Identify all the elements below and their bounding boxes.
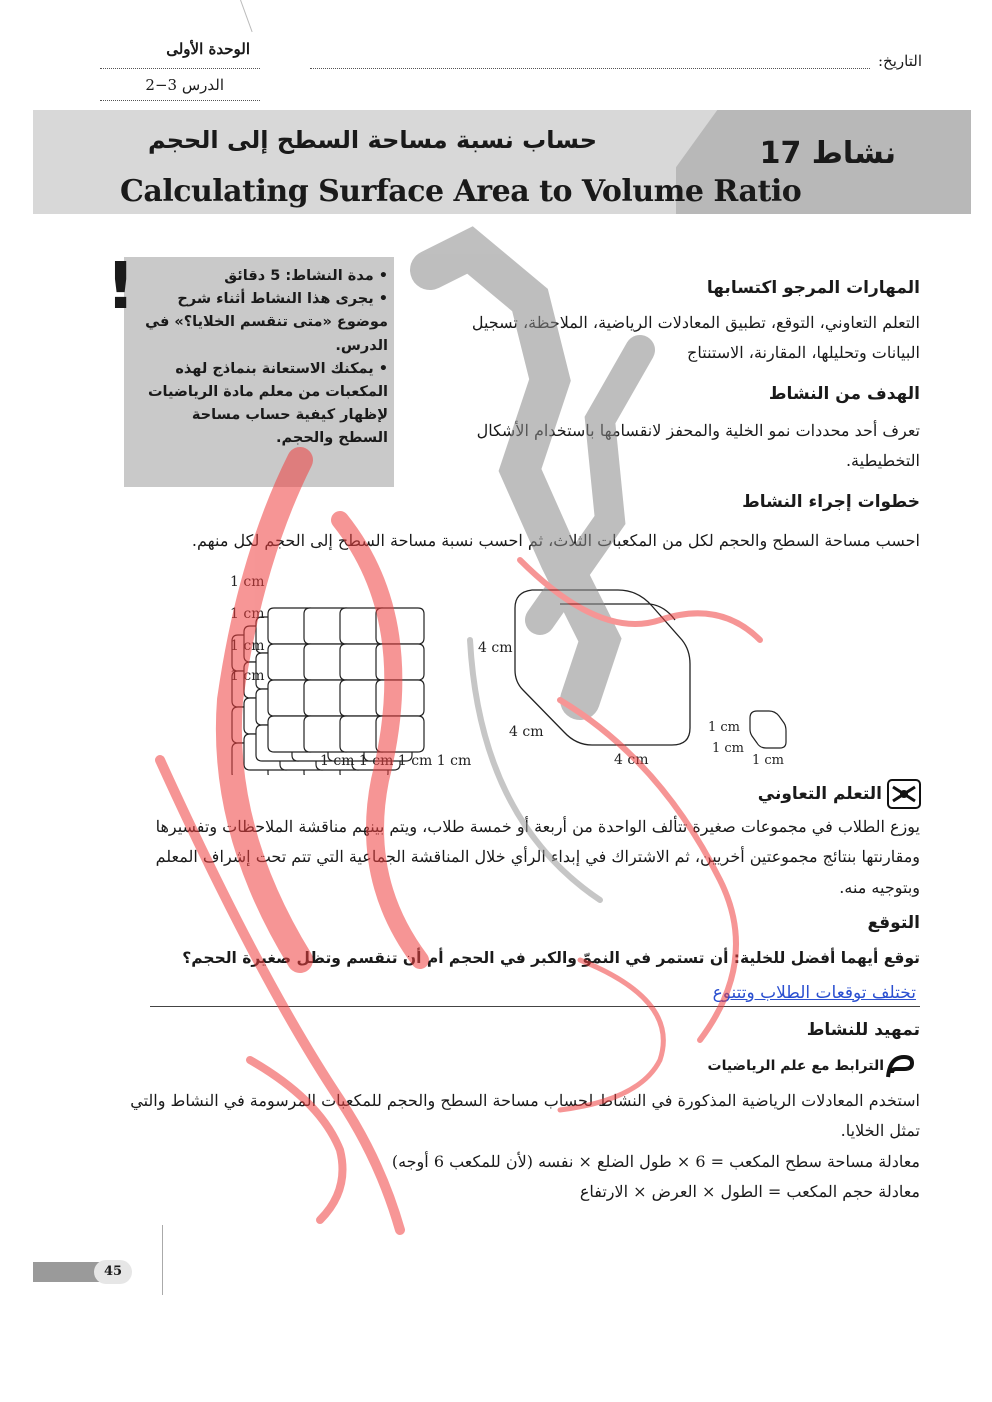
dotted-line <box>100 68 260 69</box>
cooperative-learning-text: يوزع الطلاب في مجموعات صغيرة تتألف الواحدة من أربعة أو خمسة طلاب، ويتم بينهم مناقشة الملاحظات وتفسيرها ومقارنتها بنتائج مجموعتين أخريين، ثم الاشتراك في إبداء الرأي خلال المناقشة الجماعية التي تتم تحت إشراف المعلم وبتوجيه منه. <box>155 817 920 897</box>
lesson-number: الدرس 3−2 <box>145 76 224 94</box>
cube-label: 1 cm <box>752 753 785 768</box>
prediction-answer: تختلف توقعات الطلاب وتتنوع <box>712 983 916 1003</box>
math-link-heading: الترابط مع علم الرياضيات <box>707 1058 884 1074</box>
cube-label: 1 cm <box>230 574 265 590</box>
answer-line <box>150 1006 920 1007</box>
unit-cube <box>376 644 424 680</box>
steps-text: احسب مساحة السطح والحجم لكل من المكعبات الثلاث، ثم احسب نسبة مساحة السطح إلى الحجم لكل منهم. <box>191 531 920 550</box>
small-cube-1cm <box>750 711 786 748</box>
cube-label: 1 cm <box>230 668 265 684</box>
dotted-line <box>100 100 260 101</box>
teacher-note <box>138 265 388 451</box>
exclamation-icon: ! <box>106 250 136 324</box>
volume-formula: معادلة حجم المكعب = الطول × العرض × الارتفاع <box>579 1182 920 1202</box>
date-dotted-line <box>310 68 870 69</box>
prediction-question: توقع أيهما أفضل للخلية: أن تستمر في النموّ والكبر في الحجم أم أن تنقسم وتظل صغيرة الحجم؟ <box>182 949 920 967</box>
page-title-english: Calculating Surface Area to Volume Ratio <box>120 174 802 209</box>
unit-cube <box>376 680 424 716</box>
footer-divider <box>162 1225 163 1295</box>
cube-label: 1 cm <box>712 741 745 756</box>
cooperative-learning-icon <box>887 779 921 809</box>
large-cube-4x4 <box>232 608 424 775</box>
cube-label: 4 cm <box>614 752 649 768</box>
math-link-icon <box>886 1053 914 1079</box>
cubes-figure <box>220 560 800 775</box>
surface-area-formula: معادلة مساحة سطح المكعب = 6 × طول الضلع × نفسه (لأن للمكعب 6 أوجه) <box>391 1151 920 1171</box>
prediction-heading: التوقع <box>867 913 920 933</box>
cooperative-learning-heading: التعلم التعاوني <box>757 784 882 804</box>
math-line: استخدم المعادلات الرياضية المذكورة في النشاط لحساب مساحة السطح والحجم للمكعبات المرسومة في النشاط والتي تمثل الخلايا. <box>130 1091 920 1141</box>
unit-cube <box>376 608 424 644</box>
note-line: • يجرى هذا النشاط أثناء شرح موضوع «متى تنقسم الخلايا؟» في الدرس. <box>145 291 388 354</box>
cube-label: 1 cm <box>230 606 265 622</box>
goal-heading: الهدف من النشاط <box>768 384 920 404</box>
cube-label: 1 cm 1 cm 1 cm 1 cm <box>320 753 472 769</box>
math-link-text <box>130 1086 920 1208</box>
steps-heading: خطوات إجراء النشاط <box>742 492 920 512</box>
cube-label: 1 cm <box>230 638 265 654</box>
medium-cube-4cm <box>515 590 690 745</box>
note-line: • يمكنك الاستعانة بنماذج لهذه المكعبات من معلم مادة الرياضيات لإظهار كيفية حساب مساحة السطح والحجم. <box>147 360 388 447</box>
goal-text: تعرف أحد محددات نمو الخلية والمحفز لانقسامها باستخدام الأشكال التخطيطية. <box>476 421 920 471</box>
activity-number: نشاط 17 <box>759 136 896 171</box>
preparation-heading: تمهيد للنشاط <box>806 1020 920 1040</box>
corner-divider <box>240 0 253 32</box>
page-title-arabic: حساب نسبة مساحة السطح إلى الحجم <box>147 126 597 154</box>
unit-cube <box>376 716 424 752</box>
unit-title: الوحدة الأولى <box>166 40 250 58</box>
cube-label: 4 cm <box>509 724 544 740</box>
cube-label: 4 cm <box>478 640 513 656</box>
skills-heading: المهارات المرجو اكتسابها <box>706 278 920 298</box>
date-label: التاريخ: <box>878 52 922 70</box>
skills-text: التعلم التعاوني، التوقع، تطبيق المعادلات الرياضية، الملاحظة، تسجيل البيانات وتحليلها، المقارنة، الاستنتاج <box>471 313 920 363</box>
cube-label: 1 cm <box>708 720 741 735</box>
note-line: • مدة النشاط: 5 دقائق <box>224 268 388 284</box>
page-number: 45 <box>94 1260 132 1284</box>
